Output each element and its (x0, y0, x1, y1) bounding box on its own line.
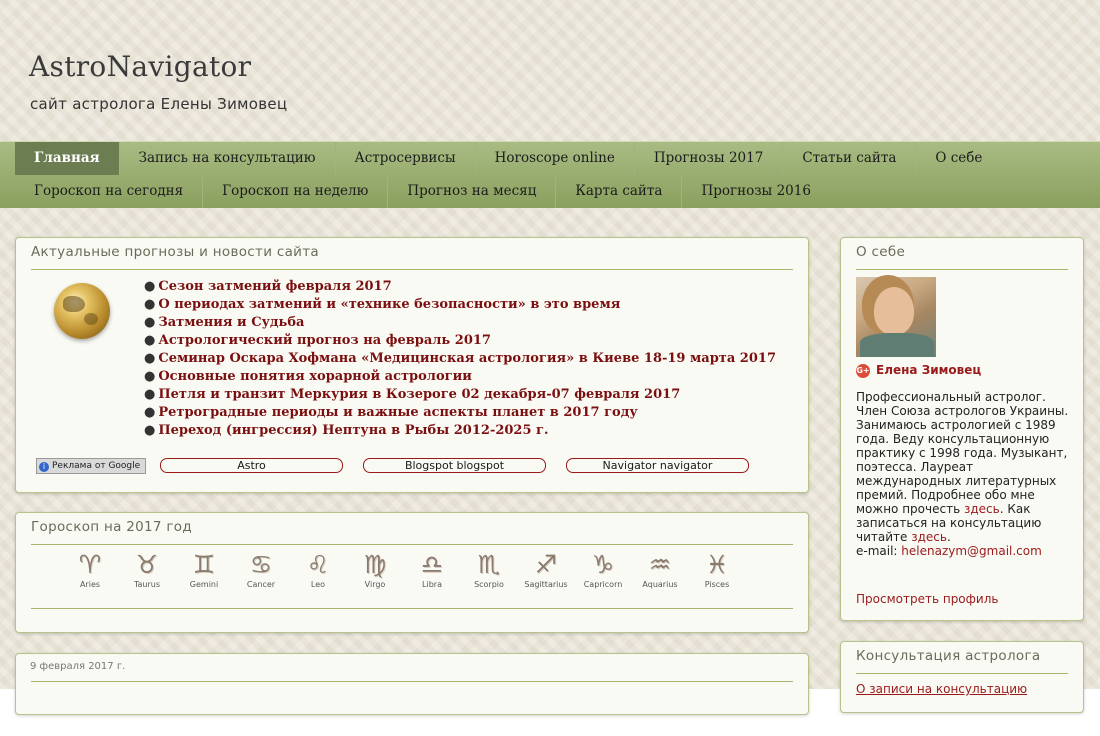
post-date: 9 февраля 2017 г. (30, 661, 126, 672)
sagittarius-icon: ♐ (534, 550, 558, 579)
zodiac-sign-aries[interactable] (62, 551, 118, 589)
nav-item-forecasts-2017[interactable]: Прогнозы 2017 (635, 142, 784, 175)
view-profile-link[interactable]: Просмотреть профиль (856, 592, 999, 606)
zodiac-sign-label: Gemini (189, 580, 219, 589)
horoscope-widget (15, 512, 809, 633)
zodiac-sign-label: Capricorn (583, 580, 623, 589)
virgo-icon: ♍ (363, 550, 387, 579)
consult-widget (840, 641, 1084, 713)
nav-item-month-forecast[interactable]: Прогноз на месяц (388, 175, 556, 208)
scorpio-icon: ♏ (477, 550, 501, 579)
nav-item-astroservices[interactable]: Астросервисы (336, 142, 476, 175)
zodiac-sign-cancer[interactable] (233, 551, 289, 589)
nav-item-articles[interactable]: Статьи сайта (783, 142, 916, 175)
zodiac-sign-taurus[interactable] (119, 551, 175, 589)
divider (31, 608, 793, 609)
zodiac-sign-label: Virgo (364, 580, 386, 589)
nav-item-about[interactable]: О себе (935, 150, 983, 166)
news-link[interactable]: ● Астрологический прогноз на февраль 2017 (144, 333, 491, 348)
zodiac-sign-leo[interactable] (290, 551, 346, 589)
author-name-link[interactable]: Елена Зимовец (876, 363, 982, 377)
news-link[interactable]: ● Ретроградные периоды и важные аспекты планет в 2017 году (144, 405, 638, 420)
news-link[interactable]: ● Переход (ингрессия) Нептуна в Рыбы 2012-2025 г. (144, 423, 549, 438)
ad-link-blogspot[interactable]: Blogspot blogspot (363, 458, 546, 473)
about-widget-title: О себе (856, 244, 1068, 270)
aries-icon: ♈ (78, 550, 102, 579)
info-icon: i (39, 462, 49, 472)
site-title[interactable]: AstroNavigator (29, 50, 252, 83)
zodiac-sign-label: Pisces (704, 580, 730, 589)
consult-link-here[interactable]: здесь (911, 530, 947, 544)
capricorn-icon: ♑ (591, 550, 615, 579)
zodiac-sign-virgo[interactable] (347, 551, 403, 589)
zodiac-sign-label: Taurus (133, 580, 161, 589)
news-widget (15, 237, 809, 493)
nav-item-today-horoscope[interactable]: Гороскоп на сегодня (15, 175, 203, 208)
zodiac-sign-label: Scorpio (474, 580, 504, 589)
news-link[interactable]: ● Сезон затмений февраля 2017 (144, 279, 392, 294)
zodiac-sign-gemini[interactable] (176, 551, 232, 589)
author-photo[interactable] (856, 277, 936, 357)
libra-icon: ♎ (420, 550, 444, 579)
about-widget (840, 237, 1084, 621)
news-link[interactable]: ● Основные понятия хорарной астрологии (144, 369, 472, 384)
gemini-icon: ♊ (192, 550, 216, 579)
consult-widget-title: Консультация астролога (856, 648, 1068, 674)
zodiac-sign-aquarius[interactable] (632, 551, 688, 589)
news-link[interactable]: ● Петля и транзит Меркурия в Козероге 02 декабря-07 февраля 2017 (144, 387, 681, 402)
nav-item-home[interactable]: Главная (15, 142, 120, 175)
google-plus-icon: G+ (856, 364, 870, 378)
nav-item-sitemap[interactable]: Карта сайта (556, 175, 682, 208)
nav-row-1 (15, 142, 1001, 175)
nav-item-forecasts-2016[interactable]: Прогнозы 2016 (701, 183, 811, 199)
zodiac-sign-label: Libra (422, 580, 442, 589)
about-text: Профессиональный астролог. Член Союза астрологов Украины. Занимаюсь астрологией с 1989 года. Веду консультационную практику с 1998 года. Музыкант, поэтесса. Лауреат международных литературных премий. Подробнее обо мне можно прочесть здесь. Как записаться на консультацию читайте здесь. e-mail: helenazym@gmail.com (856, 390, 1069, 558)
about-link-here[interactable]: здесь (963, 502, 1000, 516)
nav-item-consultation[interactable]: Запись на консультацию (120, 142, 336, 175)
pisces-icon: ♓ (705, 550, 729, 579)
zodiac-sign-pisces[interactable] (689, 551, 745, 589)
zodiac-sign-sagittarius[interactable] (518, 551, 574, 589)
cancer-icon: ♋ (249, 550, 273, 579)
zodiac-sign-label: Aquarius (642, 580, 678, 589)
divider (31, 681, 793, 682)
site-description: сайт астролога Елены Зимовец (30, 95, 288, 113)
nav-item-horoscope-online[interactable]: Horoscope online (476, 142, 635, 175)
horoscope-widget-title: Гороскоп на 2017 год (31, 519, 793, 545)
news-link[interactable]: ● О периодах затмений и «технике безопасности» в это время (144, 297, 621, 312)
zodiac-sign-label: Cancer (246, 580, 276, 589)
zodiac-sign-label: Aries (79, 580, 101, 589)
ad-link-astro[interactable]: Astro (160, 458, 343, 473)
leo-icon: ♌ (306, 550, 330, 579)
email-link[interactable]: helenazym@gmail.com (901, 544, 1042, 558)
news-list (144, 278, 776, 440)
nav-row-2 (15, 175, 830, 208)
zodiac-sign-capricorn[interactable] (575, 551, 631, 589)
google-ads-label[interactable]: i Реклама от Google (36, 458, 146, 474)
consult-info-link[interactable]: О записи на консультацию (856, 682, 1028, 696)
post-widget (15, 653, 809, 715)
globe-icon (54, 283, 110, 339)
zodiac-sign-scorpio[interactable] (461, 551, 517, 589)
zodiac-sign-label: Leo (310, 580, 326, 589)
main-navigation (0, 141, 1100, 208)
nav-item-week-horoscope[interactable]: Гороскоп на неделю (203, 175, 388, 208)
news-link[interactable]: ● Затмения и Судьба (144, 315, 305, 330)
taurus-icon: ♉ (135, 550, 159, 579)
ad-link-navigator[interactable]: Navigator navigator (566, 458, 749, 473)
zodiac-sign-libra[interactable] (404, 551, 460, 589)
zodiac-sign-label: Sagittarius (524, 580, 568, 589)
aquarius-icon: ♒ (648, 550, 672, 579)
news-link[interactable]: ● Семинар Оскара Хофмана «Медицинская астрология» в Киеве 18-19 марта 2017 (144, 351, 776, 366)
news-widget-title: Актуальные прогнозы и новости сайта (31, 244, 793, 270)
